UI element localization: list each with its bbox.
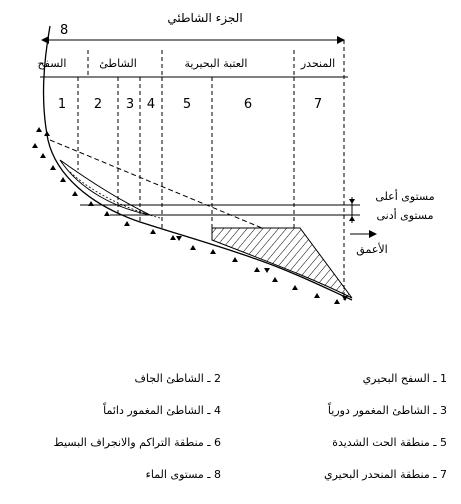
zone-label-slope: السفح [37, 57, 67, 70]
coastal-part-label: الجزء الشاطئي [167, 11, 243, 25]
low-level-label: مستوى أدنى [376, 209, 434, 222]
zone-number-6: 6 [243, 97, 253, 112]
high-level-label: مستوى أعلى [375, 190, 435, 203]
legend-item-3: 3 ـ الشاطئ المغمور دورياً [327, 404, 447, 417]
legend-item-4: 4 ـ الشاطئ المغمور دائماً [103, 404, 221, 417]
zone-label-incline: المنحدر [300, 57, 336, 70]
zone-number-7: 7 [313, 97, 323, 112]
zone-number-5: 5 [182, 97, 192, 112]
legend-item-1: 1 ـ السفح البحيري [362, 372, 447, 385]
legend-item-2: 2 ـ الشاطئ الجاف [134, 372, 221, 385]
zone-label-shore: الشاطئ [99, 57, 137, 70]
legend-item-7: 7 ـ منطقة المنحدر البحيري [323, 468, 447, 481]
zone-number-3: 3 [125, 97, 135, 112]
sediment-texture [70, 172, 160, 218]
legend [0, 358, 461, 498]
zone-label-threshold: العتبة البحيرية [184, 57, 248, 70]
accumulation-hatched-area [212, 228, 352, 298]
zone-number-1: 1 [57, 97, 67, 112]
legend-item-6: 6 ـ منطقة التراكم والانجراف البسيط [53, 436, 221, 449]
zone-number-4: 4 [146, 97, 156, 112]
legend-item-8: 8 ـ مستوى الماء [145, 468, 221, 481]
water-level-marker: 8 [60, 23, 69, 38]
zone-number-2: 2 [93, 97, 103, 112]
legend-item-5: 5 ـ منطقة الحت الشديدة [332, 436, 447, 449]
deeper-label: الأعمق [356, 243, 388, 256]
